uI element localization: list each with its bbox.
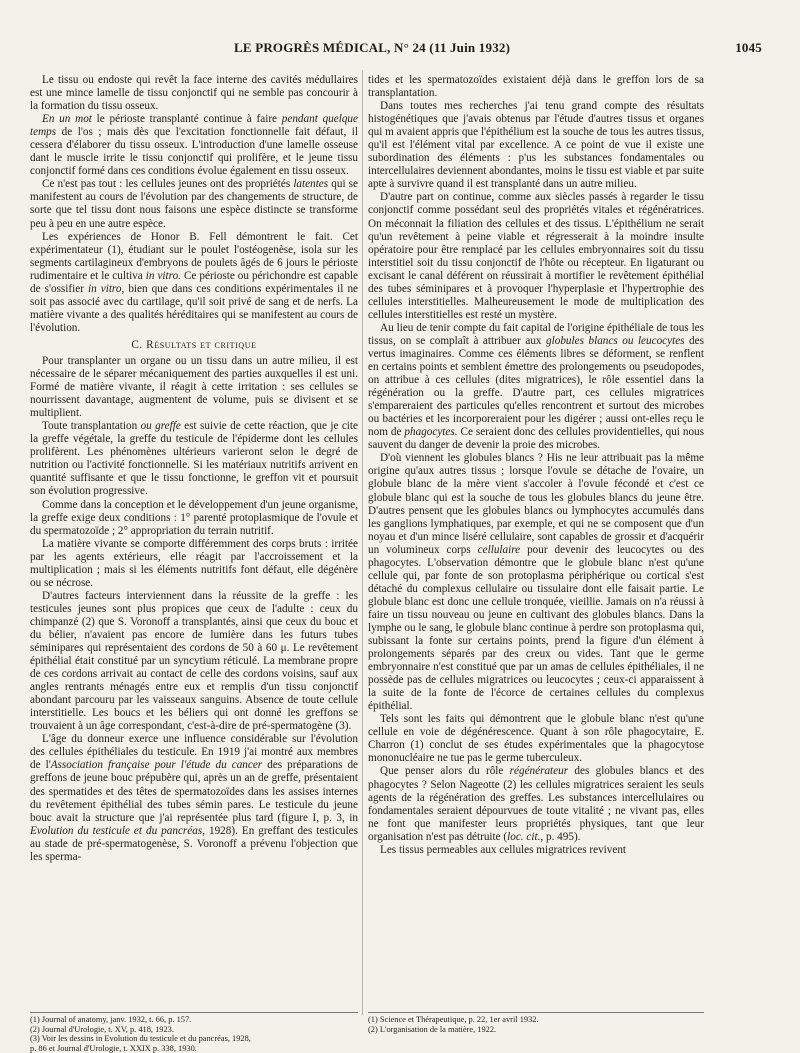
right-column xyxy=(368,74,704,857)
paragraph: Ce n'est pas tout : les cellules jeunes ont des propriétés latentes qui se manifestent au cours de l'évolution par des changements de structure, de sorte que tel tissu dont nous faisons une espèce distincte se transforme peu à peu en une autre espèce. xyxy=(30,178,358,230)
footnotes-right xyxy=(368,1012,704,1034)
paragraph: La matière vivante se comporte différemment des corps bruts : irritée par les agents extérieurs, elle réagit par l'accroissement et la multiplication ; mais si les éléments nutritifs font défaut, elle dégénère ou se nécrose. xyxy=(30,537,358,589)
footnote: (3) Voir les dessins in Evolution du testicule et du pancréas, 1928, xyxy=(30,1034,251,1044)
paragraph: En un mot le périoste transplanté continue à faire pendant quelque temps de l'os ; mais dès que l'excitation fonctionnelle fait défaut, il cessera d'élaborer du tissu osseux. L'introduction d'une lamelle osseuse dant le muscle irrite le tissu conjonctif qui prolifère, et le jeune tissu conjonctif formé dans ces conditions évolue également en tissu osseux. xyxy=(30,113,358,178)
footnote: (1) Science et Thérapeutique, p. 22, 1er avril 1932. xyxy=(368,1015,539,1024)
paragraph: D'où viennent les globules blancs ? His ne leur attribuait pas la même origine qu'aux autres tissus ; lorsque l'ovule se détache de l'ovaire, un globule blanc de la mère vient s'accoler à l'ovule fécondé et c'est ce globule blanc qui est la souche de tous les globules blancs du jeune être. D'autres pensent que les globules blancs ou lymphocytes accumulés dans les ganglions lymphatiques, par exemple, et qui ne se composent que d'un noyau et d'un mince liséré cellulaire, sont capables de grossir et d'acquérir un volumineux corps cellulaire pour devenir des leucocytes ou des phagocytes. L'observation démontre que le globule blanc n'est qu'une cellule qui, par fonte de son protoplasma périphérique ou cortical s'est détaché du complexus cellulaire ou tissulaire dont elle faisait partie. Le globule blanc est donc une cellule tronquée, vieillie. Jamais on n'a réussi à faire un tissu nouveau ou jeune en cultivant des globules blancs. Dans la lymphe ou le sang, le globule blanc continue à perdre son protoplasma qui, subissant la fonte sur certains points, prend la figure d'un élément à prolongements séparés par des creux ou vides. Tant que le germe embryonnaire n'est constitué que par un amas de cellules épithéliales, il ne possède pas de cellules migratrices ou leucocytes ; ceux-ci apparaissent à la suite de la fonte de l'écorce de certaines cellules du complexus épithélial. xyxy=(368,452,705,713)
paragraph: tides et les spermatozoïdes existaient déjà dans le greffon lors de sa transplantation. xyxy=(368,74,704,100)
column-divider xyxy=(362,70,363,1015)
paragraph: Pour transplanter un organe ou un tissu dans un autre milieu, il est nécessaire de le séparer mécaniquement des parties auxquelles il est uni. Formé de matière vivante, il réagit à cette irritation : ses cellules se nourrissent davantage, augmentent de volume, puis se divisent et se multiplient. xyxy=(30,354,358,420)
paragraph: Au lieu de tenir compte du fait capital de l'origine épithéliale de tous les tissus, on se complaît à attribuer aux globules blancs ou leucocytes des vertus imaginaires. Comme ces éléments libres se déforment, se renflent en certains points et semblent émettre des prolongements ou pseudopodes, on attribue à ces cellules (dites migratrices), le rôle essentiel dans la régénération ou la greffe. D'autre part, ces cellules migratrices s'empareraient des particules qu'elles rencontrent et surtout des microbes ou bactéries et les incorporeraient pour les digérer ; aussi ont-elles reçu le nom de phagocytes. Ce seraient donc des cellules providentielles, qui nous sauvent du danger de devenir la proie des microbes. xyxy=(368,321,704,452)
section-heading: C. Résultats et critique xyxy=(131,338,257,351)
running-header xyxy=(28,40,772,62)
paragraph: L'âge du donneur exerce une influence considérable sur l'évolution des cellules épithéliales du testicule. En 1919 j'ai montré aux membres de l'Association française pour l'étude du cancer des préparations de greffons de jeune bouc prépubère qui, après un an de greffe, présentaient des spermatides et des têtes de spermatozoïdes dans les assises internes du revêtement épithélial des tubes sémin pares. Le testicule du jeune bouc avait la structure que j'ai représentée plus tard (figure I, p. 3, in Evolution du testicule et du pancréas, 1928). En greffant des testicules au stade de pré-spermatogenèse, S. Voronoff a prévenu l'objection que les sperma- xyxy=(30,733,359,863)
paragraph: Le tissu ou endoste qui revêt la face interne des cavités médullaires est une mince lamelle de tissu conjonctif qui ne semble pas concourir à la formation du tissu osseux. xyxy=(30,74,358,113)
footnote: (2) L'organisation de la matière, 1922. xyxy=(368,1024,497,1034)
left-column xyxy=(30,74,358,864)
paragraph: Les expériences de Honor B. Fell démontrent le fait. Cet expérimentateur (1), étudiant sur le poulet l'ostéogenèse, isola sur les segments cartilagineux d'embryons de poulets âgés de 6 jours le périoste rudimentaire et le cultiva in vitro. Ce périoste ou périchondre est capable de s'ossifier in vitro, bien que dans ces conditions expérimentales il ne soit pas associé avec du cartilage, qu'il soit privé de sang et de nerfs. La matière vivante a des qualités héréditaires qui se manifestent au cours de l'évolution. xyxy=(30,230,359,334)
paragraph: D'autre part on continue, comme aux siècles passés à regarder le tissu conjonctif comme possédant seul des propriétés vitales et régénératrices. On méconnait la filiation des cellules et des tissus. L'épithélium ne serait qu'un revêtement à peine viable et régresserait à la moindre insulte opératoire pour être remplacé par les cellules embryonnaires soit du tissu interstitiel soit du tissu conjonctif de l'hôte ou récepteur. En ligaturant ou excisant le canal déférent on réussirait à mortifier le revêtement épithélial des tubes séminipares et à provoquer l'hyperplasie et l'hypertrophie des cellules interstitielles. Malheureusement le mode de multiplication des cellules interstitielles est resté un mystère. xyxy=(368,191,704,321)
page-number: 1045 xyxy=(735,40,762,55)
footnote: p. 86 et Journal d'Urologie, t. XXIX p. 338, 1930. xyxy=(30,1043,197,1053)
paragraph: D'autres facteurs interviennent dans la réussite de la greffe : les testicules jeunes sont plus propices que ceux de l'adulte : ceux du chimpanzé (2) que S. Voronoff a transplantés, ainsi que ceux du bouc et du bélier, n'avaient pas encore de lumière dans les futurs tubes séminipares qui représentaient des cordons de 50 à 60 μ. Le revêtement épithélial était constitué par un syncytium réticulé. La membrane propre de ces cordons arrivait au contact de celle des cordons voisins, sauf aux angles rentrants ménagés entre eux et remplis d'un tissu conjonctif abondant parcouru par les vaisseaux sanguins. Absence de toute cellule interstitielle. Les boucs et les béliers qui ont donné les greffons se trouvaient à un âge correspondant, c'est-à-dire de pré-spermatogène (3). xyxy=(30,589,358,733)
paragraph: Dans toutes mes recherches j'ai tenu grand compte des résultats histogénétiques que j'avais obtenus par l'étude d'autres tissus et organes qui m avaient appris que l'épithélium est la souche de tous les autres tissus, qu'il est l'élément vital par excellence. A ce point de vue il existe une subordination des éléments : p'us les substances fondamentales ou intercellulaires deviennent abondantes, moins le tissu est viable et par suite apte à survivre quand il est transplanté dans un autre milieu. xyxy=(368,100,704,191)
journal-title: LE PROGRÈS MÉDICAL, N° 24 (11 Juin 1932) xyxy=(234,40,511,55)
paragraph: Toute transplantation ou greffe est suivie de cette réaction, que je cite la greffe végétale, la greffe du testicule de l'épiderme dont les cellules prolifèrent. Les phénomènes ultérieurs varieront selon le degré de nutrition ou l'activité fonctionnelle. Si les matériaux nutritifs arrivent en quantité suffisante et que le tissu fonctionne, le greffon vit et poursuit son évolution progressive. xyxy=(30,420,358,498)
paragraph: Les tissus permeables aux cellules migratrices revivent xyxy=(380,843,627,856)
paragraph: Comme dans la conception et le développement d'un jeune organisme, la greffe exige deux conditions : 1° parenté protoplasmique de l'ovule et du spermatozoïde ; 2° appropriation du terrain nutritif. xyxy=(30,498,358,537)
footnotes-left xyxy=(30,1012,358,1053)
paragraph: Que penser alors du rôle régénérateur des globules blancs et des phagocytes ? Selon Nageotte (2) les cellules migratrices seraient les seuls agents de la régénération des greffes. Les substances intercellulaires ou fondamentales seraient dépourvues de toute vitalité ; ne vivant pas, elles ne font que manifester leurs propriétés physiques, tant que leur organisation n'est pas détruite (loc. cit., p. 495). xyxy=(368,765,704,843)
footnote: (2) Journal d'Urologie, t. XV, p. 418, 1923. xyxy=(30,1024,174,1034)
paragraph: Tels sont les faits qui démontrent que le globule blanc n'est qu'une cellule en voie de dégénérescence. Quant à son rôle phagocytaire, E. Charron (1) conclut de ses études expérimentales que la phagocytose mononucléaire ne tue pas le germe tuberculeux. xyxy=(368,713,704,765)
footnote: (1) Journal of anatomy, janv. 1932, t. 66, p. 157. xyxy=(30,1015,192,1024)
